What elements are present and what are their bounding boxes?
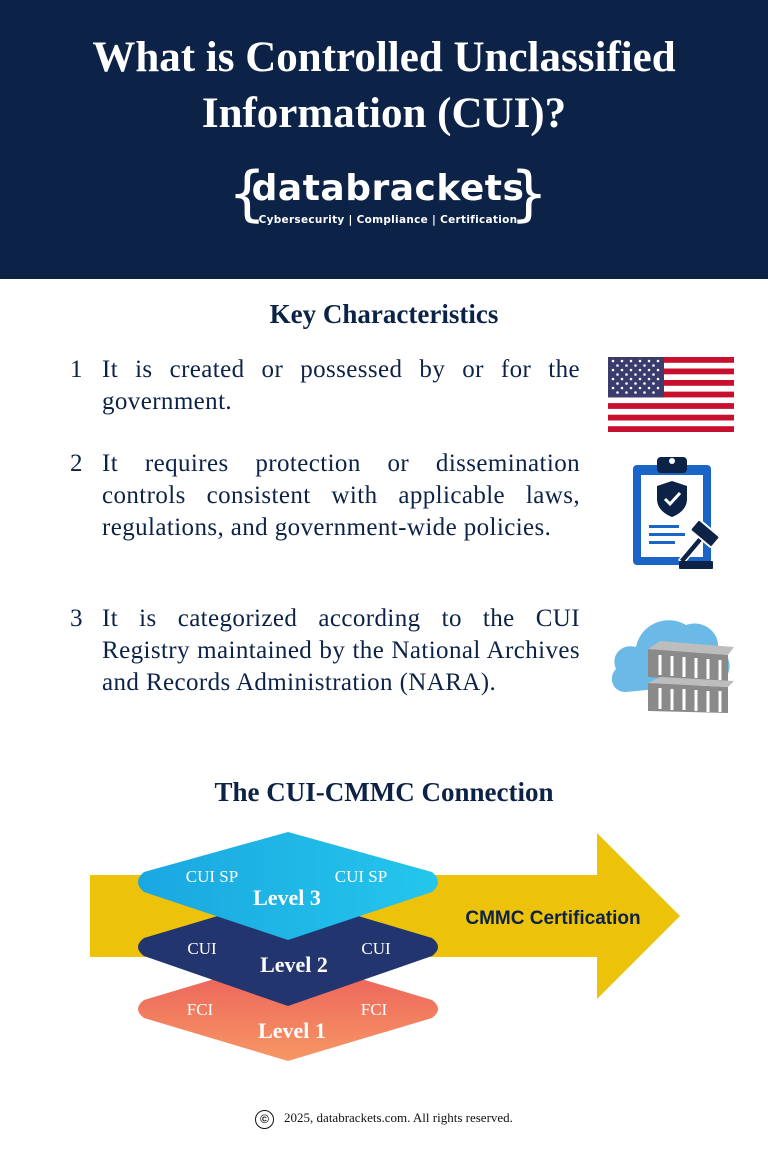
level-3-right-tag: CUI SP <box>334 867 388 886</box>
title-line-1: What is Controlled Unclassified <box>92 34 676 81</box>
item-text: It requires protection or dissemination controls consistent with applicable laws, regulations, and government-wide policies. <box>102 450 580 541</box>
clipboard-gavel-icon <box>625 455 735 575</box>
key-characteristics-title: Key Characteristics <box>269 299 499 329</box>
level-2-right-tag: CUI <box>361 939 391 958</box>
level-1-left-tag: FCI <box>186 1000 214 1019</box>
cmmc-certification-label: CMMC Certification <box>465 908 641 929</box>
level-3-left-tag: CUI SP <box>185 867 239 886</box>
left-brace-icon: { <box>228 159 267 229</box>
cloud-server-icon <box>608 607 736 719</box>
footer <box>0 1108 768 1129</box>
item-number: 2 <box>70 450 83 477</box>
header-banner <box>0 0 768 279</box>
level-1-right-tag: FCI <box>360 1000 388 1019</box>
cmmc-levels-diagram <box>0 820 768 1080</box>
logo-name: databrackets <box>251 168 525 209</box>
item-number: 1 <box>70 356 83 383</box>
logo-tagline: Cybersecurity | Compliance | Certification <box>258 214 518 226</box>
item-text: It is categorized according to the CUI Registry maintained by the National Archives and Records Administration (NARA). <box>102 605 580 696</box>
item-number: 3 <box>70 605 83 632</box>
copyright-icon: © <box>255 1110 274 1129</box>
level-2-label: Level 2 <box>260 952 328 977</box>
title-line-2: Information (CUI)? <box>201 90 567 137</box>
right-brace-icon: } <box>509 159 548 229</box>
level-3-label: Level 3 <box>253 885 321 910</box>
connection-title: The CUI-CMMC Connection <box>214 777 554 807</box>
footer-text: 2025, databrackets.com. All rights reserved. <box>284 1110 513 1125</box>
page-title <box>0 30 768 142</box>
us-flag-icon <box>608 357 734 432</box>
databrackets-logo <box>228 159 548 237</box>
level-2-left-tag: CUI <box>187 939 217 958</box>
level-1-label: Level 1 <box>258 1018 326 1043</box>
item-text: It is created or possessed by or for the government. <box>102 356 580 415</box>
